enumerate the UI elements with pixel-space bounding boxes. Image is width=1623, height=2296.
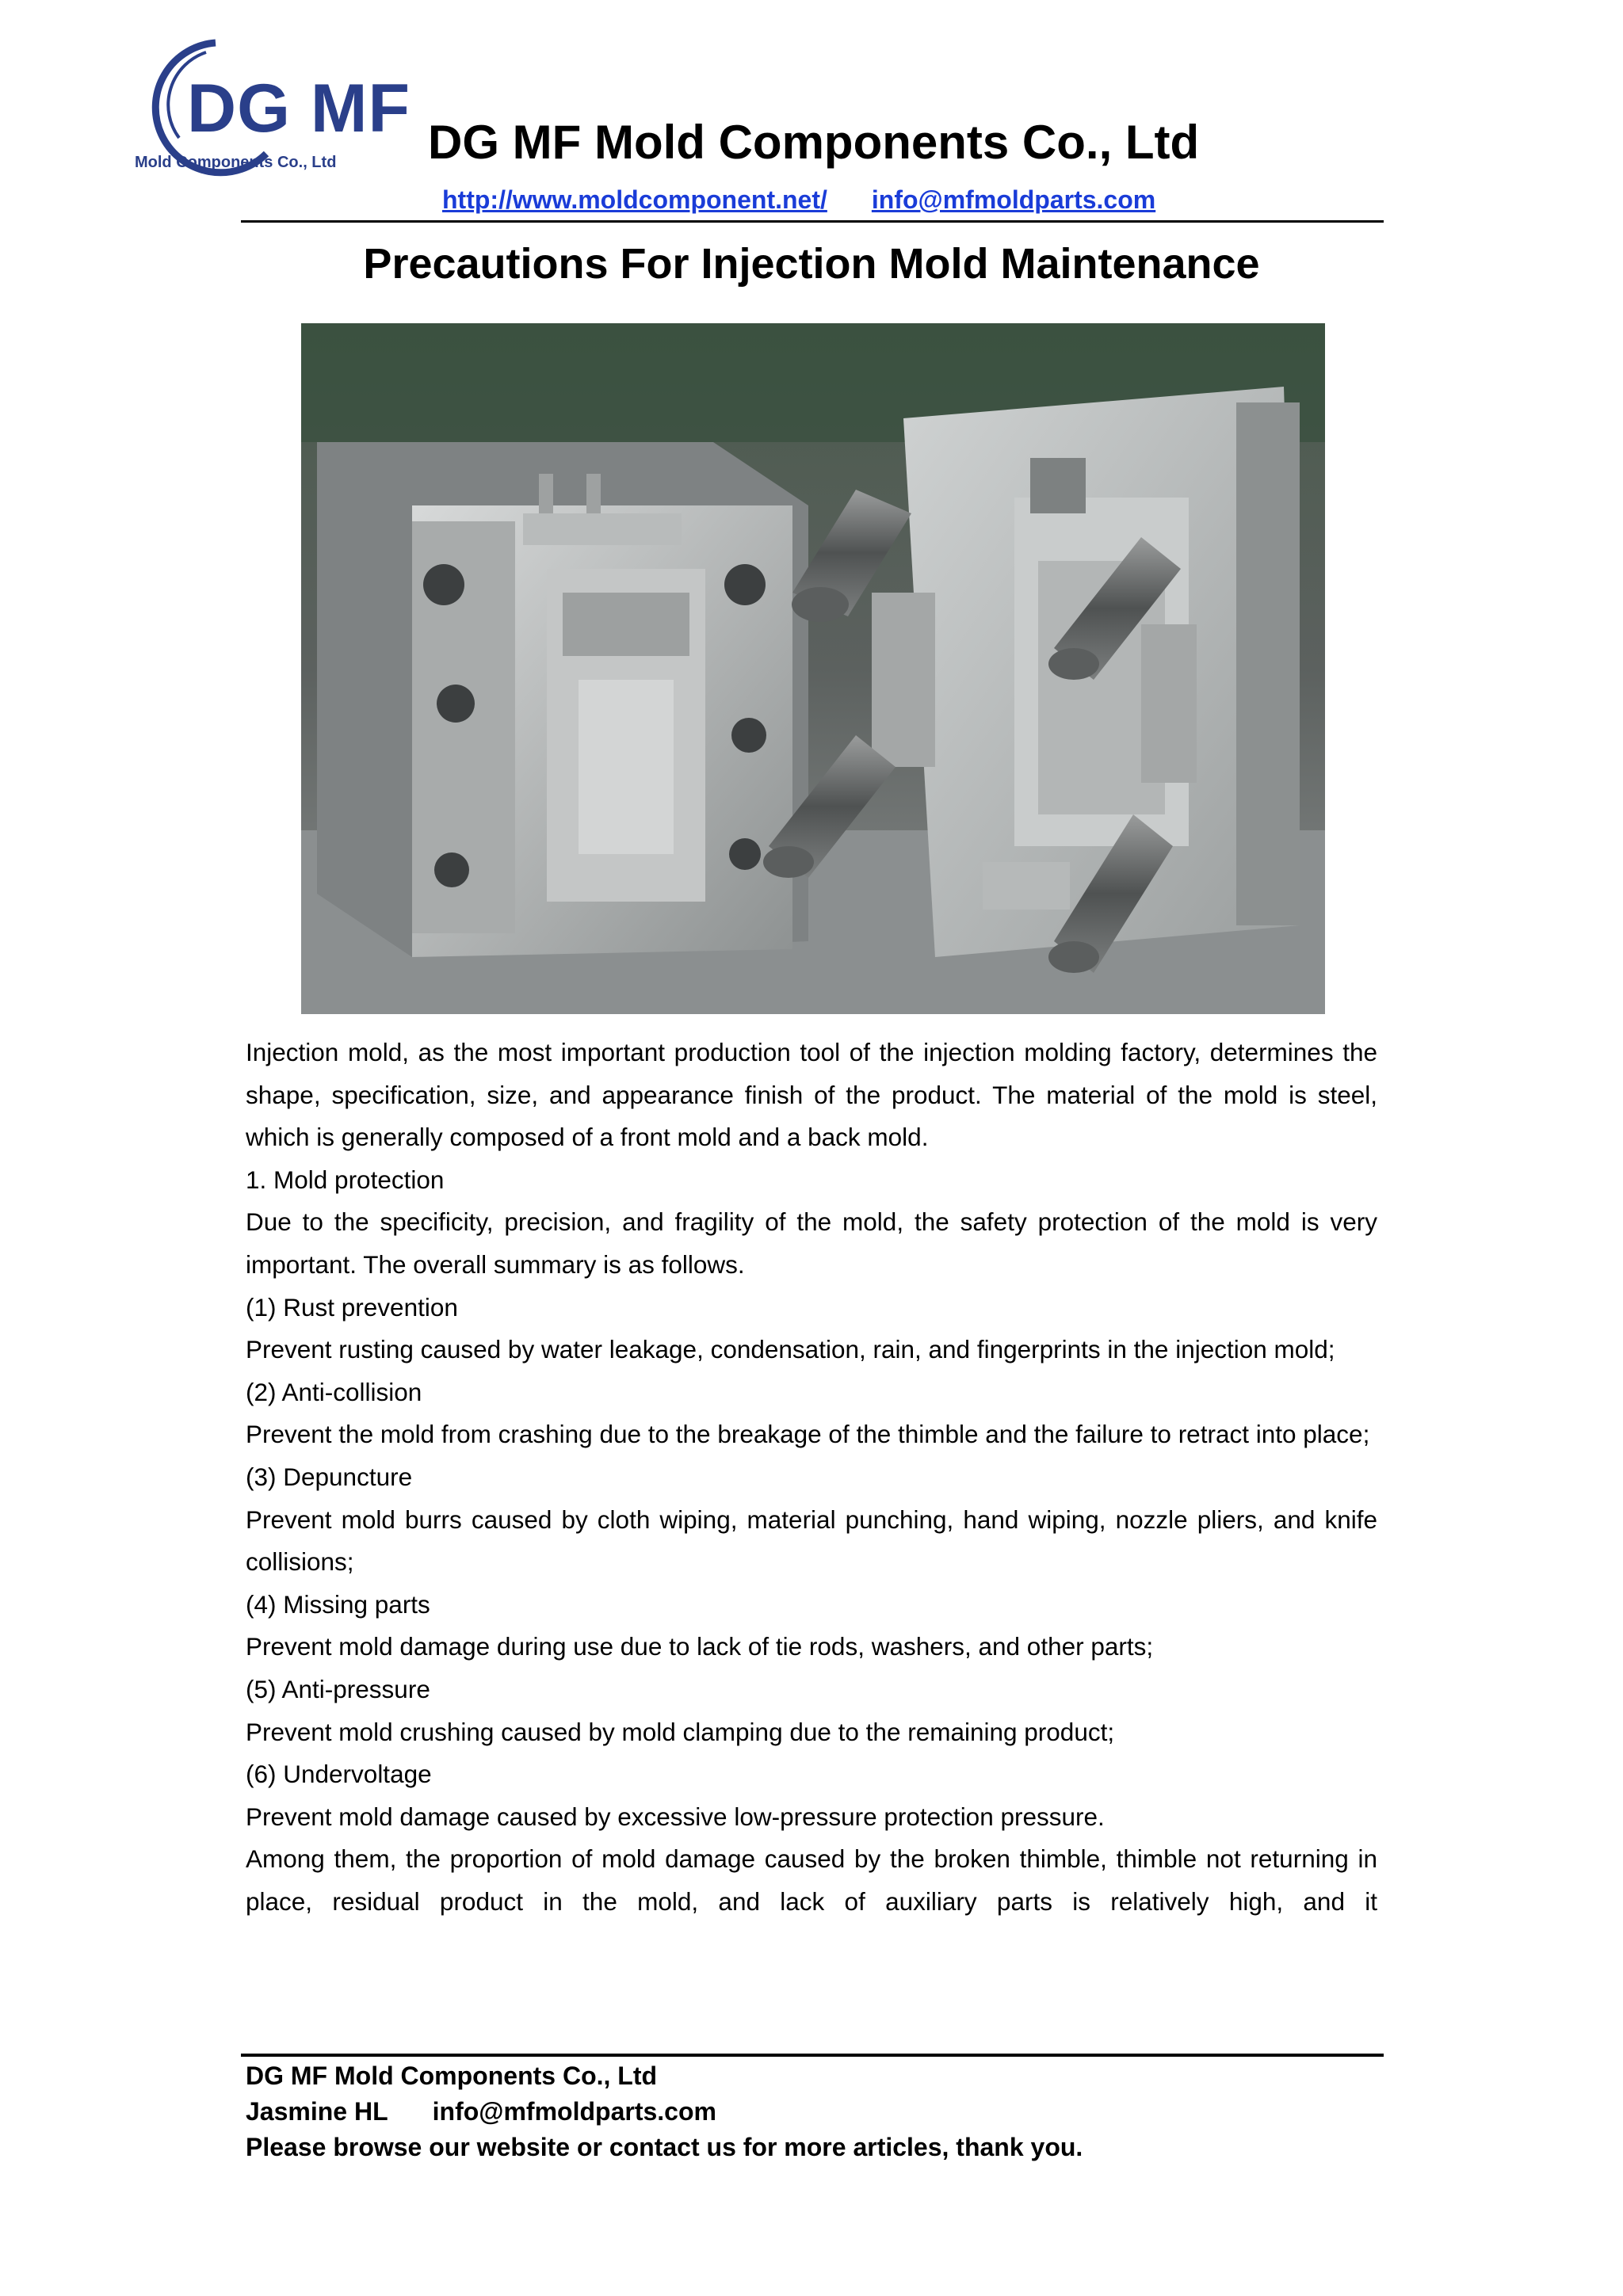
logo-text: DG MF	[187, 71, 411, 147]
injection-mold-photo	[301, 323, 1325, 1014]
list-item-text: Prevent the mold from crashing due to the breakage of the thimble and the failure to retract into place;	[246, 1420, 1370, 1449]
footer-contact-email: info@mfmoldparts.com	[432, 2097, 716, 2126]
paragraph-intro: Injection mold, as the most important production tool of the injection molding factory, determines the shape, specification, size, and appearance finish of the product. The material of the mold is steel, which is generally composed of a front mold and a back mold.	[246, 1038, 1377, 1152]
paragraph-closing: Among them, the proportion of mold damage caused by the broken thimble, thimble not returning in place, residual product in the mold, and lack of auxiliary parts is relatively high, and it	[246, 1844, 1377, 1916]
header-links	[442, 185, 1155, 215]
company-logo	[127, 35, 411, 185]
list-item-heading: (1) Rust prevention	[246, 1292, 458, 1322]
list-item-text: Prevent mold damage caused by excessive low-pressure protection pressure.	[246, 1802, 1105, 1831]
article-body	[246, 1032, 1377, 1923]
list-item-heading: (2) Anti-collision	[246, 1377, 422, 1406]
list-item-heading: (5) Anti-pressure	[246, 1674, 430, 1703]
footer-company: DG MF Mold Components Co., Ltd	[246, 2061, 658, 2090]
list-item-text: Prevent mold crushing caused by mold clamping due to the remaining product;	[246, 1717, 1115, 1746]
email-link[interactable]: info@mfmoldparts.com	[871, 185, 1156, 214]
list-item-heading: (4) Missing parts	[246, 1589, 430, 1619]
list-item-heading: (3) Depuncture	[246, 1462, 413, 1491]
list-item-text: Prevent rusting caused by water leakage, condensation, rain, and fingerprints in the injection mold;	[246, 1335, 1335, 1364]
list-item-text: Prevent mold damage during use due to lack of tie rods, washers, and other parts;	[246, 1632, 1154, 1661]
header-divider	[241, 220, 1384, 223]
footer-note: Please browse our website or contact us for more articles, thank you.	[246, 2133, 1083, 2161]
paragraph: Due to the specificity, precision, and fragility of the mold, the safety protection of the mold is very important. The overall summary is as follows.	[246, 1207, 1377, 1279]
logo-subtitle: Mold Components Co., Ltd	[135, 154, 337, 171]
list-item-text: Prevent mold burrs caused by cloth wiping, material punching, hand wiping, nozzle pliers, and knife collisions;	[246, 1505, 1377, 1577]
article-title: Precautions For Injection Mold Maintenance	[363, 240, 1260, 288]
footer-contact-name: Jasmine HL	[246, 2097, 388, 2126]
footer-divider	[241, 2054, 1384, 2057]
footer-contact	[246, 2094, 1083, 2130]
section-heading: 1. Mold protection	[246, 1165, 445, 1194]
company-title: DG MF Mold Components Co., Ltd	[428, 116, 1200, 169]
footer	[246, 2058, 1083, 2165]
website-link[interactable]: http://www.moldcomponent.net/	[442, 185, 827, 214]
list-item-heading: (6) Undervoltage	[246, 1760, 432, 1789]
